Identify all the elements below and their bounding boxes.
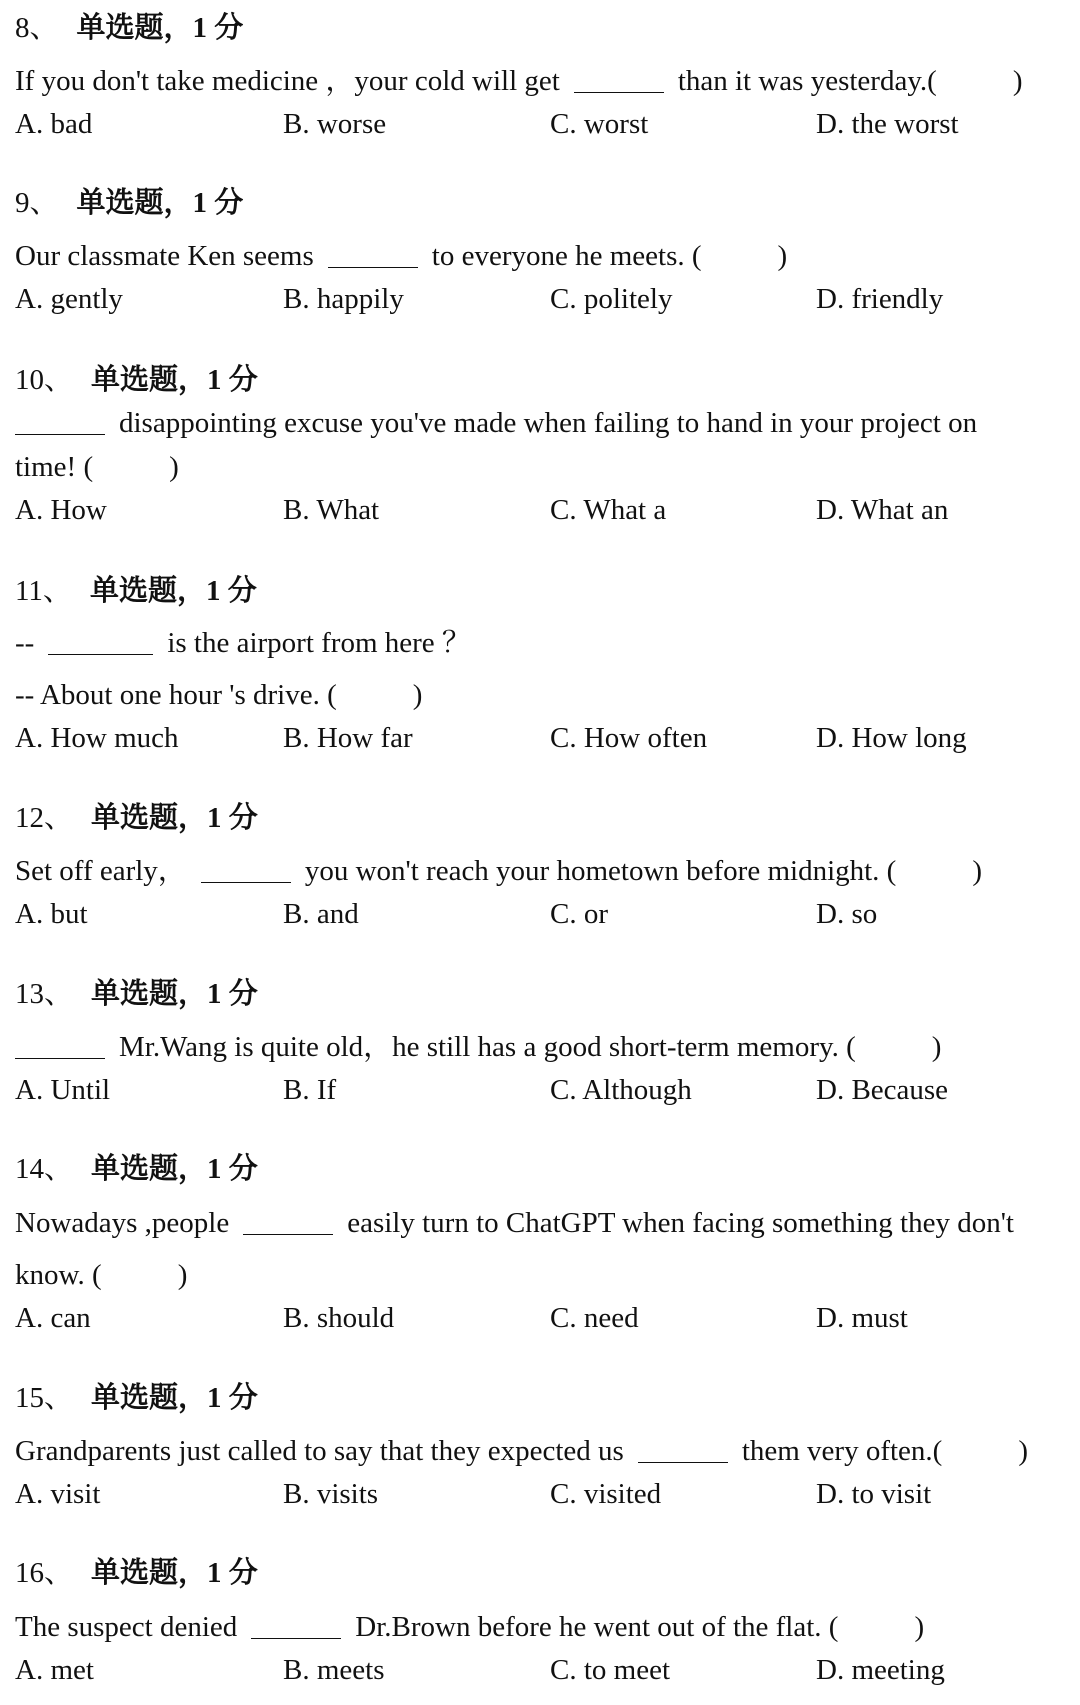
bracket-close: ) <box>972 855 983 887</box>
option-a: A. visit <box>15 1478 101 1510</box>
question-header <box>15 360 258 400</box>
answer-bracket-space <box>937 89 1013 90</box>
option-b: B. meets <box>283 1654 385 1686</box>
question-number: 15、 <box>15 1382 74 1414</box>
stem-text-before: Grandparents just called to say that they expected us <box>15 1435 624 1467</box>
answer-bracket-space <box>702 264 778 265</box>
question-stem <box>15 1027 941 1067</box>
option-a: A. bad <box>15 108 93 140</box>
question-stem <box>15 403 977 443</box>
bracket-close: ) <box>169 451 179 483</box>
option-c: C. politely <box>550 283 673 315</box>
option-c: C. What a <box>550 494 667 526</box>
bracket-close: ) <box>914 1611 925 1643</box>
question-type-label: 单选题，1 分 <box>76 12 244 44</box>
answer-blank <box>15 1057 105 1059</box>
option-a: A. met <box>15 1654 94 1686</box>
question-number: 8、 <box>15 12 59 44</box>
question-type-label: 单选题，1 分 <box>91 364 258 396</box>
option-a: A. can <box>15 1302 91 1334</box>
answer-blank <box>638 1461 728 1463</box>
option-d: D. Because <box>816 1074 949 1106</box>
option-c: C. visited <box>550 1478 662 1510</box>
options-row <box>0 1650 1080 1690</box>
option-b: B. happily <box>283 283 404 315</box>
answer-blank <box>15 433 105 435</box>
question-number: 14、 <box>15 1153 74 1185</box>
options-row <box>0 490 1080 530</box>
option-d: D. to visit <box>816 1478 932 1510</box>
option-d: D. meeting <box>816 1654 945 1686</box>
bracket-close: ) <box>177 1259 188 1291</box>
answer-blank <box>328 266 418 268</box>
stem-text-after: than it was yesterday.( <box>677 65 937 97</box>
question-stem <box>15 1607 924 1647</box>
question-number: 16、 <box>15 1557 74 1589</box>
stem-text-before: -- <box>15 627 35 659</box>
answer-blank <box>574 91 664 93</box>
option-d: D. must <box>816 1302 908 1334</box>
options-row <box>0 1474 1080 1514</box>
question-header <box>15 571 257 611</box>
question-stem <box>15 623 471 663</box>
question-stem-continued <box>15 1255 187 1295</box>
options-row <box>0 718 1080 758</box>
options-row <box>0 894 1080 934</box>
option-d: D. friendly <box>816 283 944 315</box>
option-c: C. How often <box>550 722 708 754</box>
option-a: A. but <box>15 898 88 930</box>
question-type-label: 单选题，1 分 <box>91 1382 258 1414</box>
question-number: 11、 <box>15 575 72 607</box>
question-stem-continued <box>15 447 179 487</box>
stem-text-line2: know. ( <box>15 1259 102 1291</box>
question-stem-continued <box>15 675 422 715</box>
answer-blank <box>251 1637 341 1639</box>
option-c: C. or <box>550 898 608 930</box>
question-header <box>15 1378 258 1418</box>
bracket-close: ) <box>1018 1435 1028 1467</box>
stem-text-after: Dr.Brown before he went out of the flat. ( <box>355 1611 839 1643</box>
option-a: A. Until <box>15 1074 111 1106</box>
answer-bracket-space <box>337 703 413 704</box>
option-c: C. worst <box>550 108 649 140</box>
stem-text-before: Nowadays ,people <box>15 1207 230 1239</box>
stem-text-after: Mr.Wang is quite old，he still has a good short-term memory. ( <box>119 1031 856 1063</box>
stem-text-after: to everyone he meets. ( <box>431 240 702 272</box>
answer-blank <box>48 653 153 655</box>
question-type-label: 单选题，1 分 <box>91 1153 258 1185</box>
question-number: 10、 <box>15 364 74 396</box>
answer-bracket-space <box>93 475 169 476</box>
option-b: B. If <box>283 1074 337 1106</box>
answer-blank <box>201 881 291 883</box>
option-b: B. How far <box>283 722 413 754</box>
options-row <box>0 279 1080 319</box>
stem-text-after: them very often.( <box>741 1435 943 1467</box>
answer-bracket-space <box>856 1055 932 1056</box>
answer-bracket-space <box>942 1459 1018 1460</box>
option-a: A. How <box>15 494 107 526</box>
question-header <box>15 974 258 1014</box>
question-stem <box>15 1203 1014 1243</box>
stem-text-before: The suspect denied <box>15 1611 238 1643</box>
option-b: B. visits <box>283 1478 379 1510</box>
question-type-label: 单选题，1 分 <box>89 575 257 607</box>
option-d: D. What an <box>816 494 949 526</box>
question-stem <box>15 1431 1028 1471</box>
stem-text-before: If you don't take medicine ，your cold will get <box>15 65 560 97</box>
options-row <box>0 104 1080 144</box>
stem-text-after: disappointing excuse you've made when failing to hand in your project on <box>119 407 978 439</box>
question-header <box>15 8 243 48</box>
option-b: B. should <box>283 1302 395 1334</box>
answer-blank <box>243 1233 333 1235</box>
question-number: 13、 <box>15 978 74 1010</box>
question-type-label: 单选题，1 分 <box>91 978 258 1010</box>
option-c: C. Although <box>550 1074 692 1106</box>
bracket-close: ) <box>1012 65 1023 97</box>
stem-text-after: is the airport from here ？ <box>167 627 471 659</box>
options-row <box>0 1298 1080 1338</box>
question-type-label: 单选题，1 分 <box>76 187 244 219</box>
answer-bracket-space <box>102 1283 178 1284</box>
question-number: 9、 <box>15 187 59 219</box>
option-a: A. gently <box>15 283 123 315</box>
options-row <box>0 1070 1080 1110</box>
option-c: C. to meet <box>550 1654 671 1686</box>
answer-bracket-space <box>838 1635 914 1636</box>
stem-text-line2: time! ( <box>15 451 94 483</box>
option-b: B. worse <box>283 108 387 140</box>
stem-text-before: Set off early， <box>15 855 187 887</box>
option-b: B. and <box>283 898 359 930</box>
stem-text-after: you won't reach your hometown before midnight. ( <box>304 855 897 887</box>
bracket-close: ) <box>777 240 788 272</box>
option-d: D. How long <box>816 722 967 754</box>
question-number: 12、 <box>15 802 74 834</box>
question-header <box>15 1553 258 1593</box>
option-b: B. What <box>283 494 380 526</box>
question-stem <box>15 851 982 891</box>
question-header <box>15 183 243 223</box>
question-type-label: 单选题，1 分 <box>91 1557 258 1589</box>
stem-text-before: Our classmate Ken seems <box>15 240 314 272</box>
option-c: C. need <box>550 1302 639 1334</box>
question-stem <box>15 236 787 276</box>
question-header <box>15 798 258 838</box>
stem-text-line2: -- About one hour 's drive. ( <box>15 679 337 711</box>
bracket-close: ) <box>931 1031 942 1063</box>
option-a: A. How much <box>15 722 179 754</box>
bracket-close: ) <box>412 679 423 711</box>
question-header <box>15 1149 258 1189</box>
stem-text-after: easily turn to ChatGPT when facing something they don't <box>347 1207 1014 1239</box>
option-d: D. so <box>816 898 878 930</box>
option-d: D. the worst <box>816 108 959 140</box>
question-stem <box>15 61 1023 101</box>
answer-bracket-space <box>896 879 972 880</box>
question-type-label: 单选题，1 分 <box>91 802 258 834</box>
